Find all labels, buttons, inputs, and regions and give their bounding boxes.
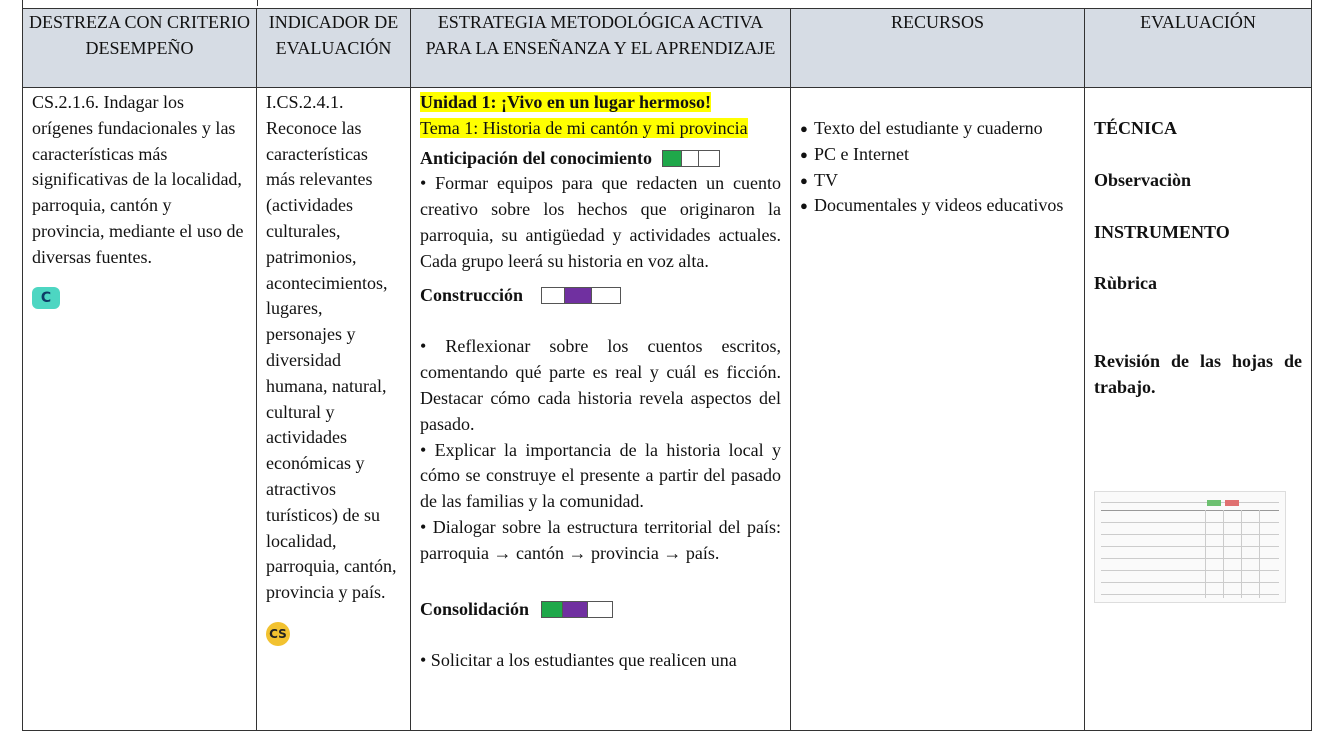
anticipacion-title: Anticipación del conocimiento — [420, 147, 652, 168]
phase-progress-construccion-icon — [541, 287, 621, 304]
comprension-badge-icon: C — [32, 287, 60, 309]
consolidacion-title: Consolidación — [420, 598, 530, 619]
consolidacion-heading — [420, 597, 781, 623]
instrumento-value: Rùbrica — [1094, 273, 1157, 294]
indicador-cell — [257, 88, 411, 731]
anticipacion-text: • Formar equipos para que redacten un cuento creativo sobre los hechos que originaron la parroquia, su antigüedad y actividades actuales. Cada grupo leerá su historia en voz alta. — [420, 173, 781, 271]
recursos-list — [800, 116, 1075, 219]
revision-text: Revisión de las hojas de trabajo. — [1094, 351, 1302, 397]
destreza-text: CS.2.1.6. Indagar los orígenes fundacionales y las características más significativas de la localidad, parroquia, cantón y provincia, mediante el uso de diversas fuentes. — [32, 92, 244, 267]
rubric-thumbnail-image — [1094, 491, 1286, 603]
construccion-item: • Reflexionar sobre los cuentos escritos, comentando qué parte es real y cuál es ficción. Destacar cómo cada historia revela aspectos del pasado. — [420, 336, 781, 434]
tecnica-label: TÉCNICA — [1094, 118, 1178, 138]
header-destreza: DESTREZA CON CRITERIO DESEMPEÑO — [23, 9, 257, 88]
tecnica-value: Observaciòn — [1094, 169, 1191, 190]
recurso-item: ● Texto del estudiante y cuaderno — [800, 116, 1075, 142]
recurso-item: ● PC e Internet — [800, 142, 1075, 168]
indicador-text: I.CS.2.4.1. Reconoce las características más relevantes (actividades culturales, patrimonios, acontecimientos, lugares, personajes y diversidad humana, natural, cultural y actividades económicas y atractivos turísticos) de su localidad, parroquia, cantón, provincia y país. — [266, 92, 397, 603]
construccion-item: • Dialogar sobre la estructura territorial del país: parroquia → cantón → provincia → país. — [420, 516, 781, 563]
recurso-item: ● TV — [800, 168, 1075, 194]
instrumento-label: INSTRUMENTO — [1094, 221, 1230, 242]
estrategia-cell — [411, 88, 791, 731]
lesson-plan-table — [22, 8, 1312, 731]
header-estrategia: ESTRATEGIA METODOLÓGICA ACTIVA PARA LA ENSEÑANZA Y EL APRENDIZAJE — [411, 9, 791, 88]
header-row — [23, 9, 1312, 88]
phase-progress-consolidacion-icon — [541, 601, 613, 618]
content-row — [23, 88, 1312, 731]
recursos-cell — [791, 88, 1085, 731]
destreza-cell — [23, 88, 257, 731]
consolidacion-text: • Solicitar a los estudiantes que realicen una — [420, 650, 737, 671]
construccion-title: Construcción — [420, 284, 523, 305]
phase-progress-anticipacion-icon — [662, 150, 720, 167]
recurso-item: ● Documentales y videos educativos — [800, 193, 1075, 219]
construccion-heading — [420, 283, 781, 309]
ciencias-sociales-badge-icon: CS — [266, 622, 290, 646]
header-indicador: INDICADOR DE EVALUACIÓN — [257, 9, 411, 88]
evaluacion-cell — [1085, 88, 1312, 731]
unidad-title: Unidad 1: ¡Vivo en un lugar hermoso! — [420, 92, 712, 112]
header-evaluacion: EVALUACIÓN — [1085, 9, 1312, 88]
construccion-item: • Explicar la importancia de la historia local y cómo se construye el presente a partir del pasado de las familias y la comunidad. — [420, 439, 781, 512]
anticipacion-heading — [420, 146, 781, 172]
tema-title: Tema 1: Historia de mi cantón y mi provincia — [420, 117, 748, 138]
header-recursos: RECURSOS — [791, 9, 1085, 88]
